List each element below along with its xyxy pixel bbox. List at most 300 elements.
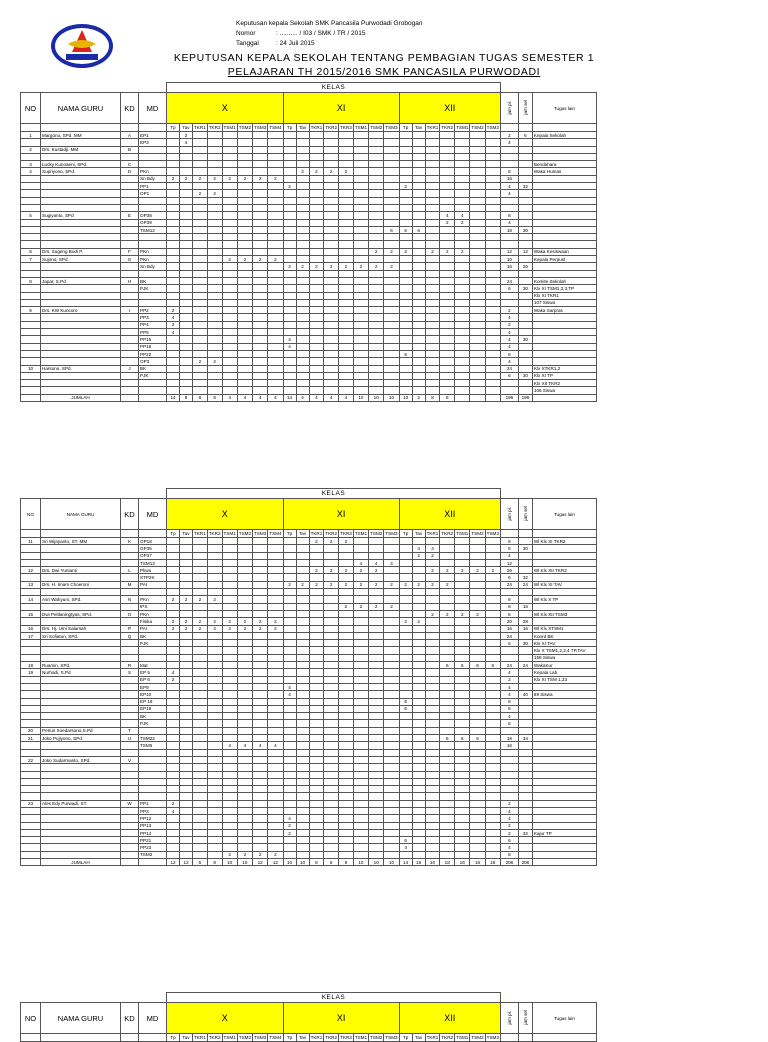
cell [268,676,283,683]
cell [222,387,237,394]
extra-duty: WakaKur [532,662,596,669]
cell [485,146,500,153]
teacher-name [41,574,121,581]
cell [455,204,470,211]
cell [268,800,283,807]
cell [485,263,500,270]
cell [324,720,339,727]
cell [425,241,440,248]
cell [425,132,440,139]
cell [237,756,252,763]
cell: 4 [500,691,518,698]
cell: 2 [283,183,296,190]
cell [485,807,500,814]
cell [222,183,237,190]
cell [167,786,180,793]
cell [485,720,500,727]
cell [207,691,222,698]
cell [180,654,193,661]
cell [455,350,470,357]
cell [222,727,237,734]
cell [222,720,237,727]
cell [296,380,309,387]
cell [237,343,252,350]
cell [399,647,412,654]
teacher-code: K [121,538,139,545]
subheader-blank [21,124,41,132]
cell [399,263,412,270]
cell [222,343,237,350]
cell [222,219,237,226]
cell [283,837,296,844]
cell: 2 [193,190,208,197]
cell [268,574,283,581]
cell [399,662,412,669]
cell [268,168,283,175]
subject-code [139,589,167,596]
cell [167,698,180,705]
cell [455,559,470,566]
cell [283,256,296,263]
cell [485,764,500,771]
cell [253,589,268,596]
cell [425,146,440,153]
cell [283,662,296,669]
cell [399,749,412,756]
cell [237,764,252,771]
subject-code [139,749,167,756]
row-number [21,336,41,343]
cell: 4 [222,742,237,749]
cell [369,749,384,756]
cell: 8 [500,610,518,617]
subject-code [139,299,167,306]
row-number [21,299,41,306]
cell [399,778,412,785]
subject-code: PP14 [139,829,167,836]
cell [167,197,180,204]
cell [207,559,222,566]
cell [399,380,412,387]
cell [324,727,339,734]
cell [324,336,339,343]
cell [518,350,532,357]
cell [283,596,296,603]
cell [207,168,222,175]
cell [440,161,455,168]
cell [222,559,237,566]
cell [167,277,180,284]
cell [167,713,180,720]
cell [412,662,425,669]
grade-xii-header: XII [399,1003,500,1034]
cell [518,380,532,387]
extra-duty: 107 Siswa [532,299,596,306]
teacher-name: Ales Edy Purwadi, ST. [41,800,121,807]
cell [283,365,296,372]
cell [412,698,425,705]
cell [384,285,399,292]
cell [309,350,324,357]
cell [485,175,500,182]
subject-code: PKn [139,168,167,175]
teacher-code [121,851,139,858]
cell [296,146,309,153]
cell [167,735,180,742]
cell [207,705,222,712]
cell [309,146,324,153]
total-cell [21,859,41,866]
cell [384,153,399,160]
cell [268,277,283,284]
cell [253,705,268,712]
cell [207,256,222,263]
cell [369,851,384,858]
cell [324,596,339,603]
cell [237,829,252,836]
total-cell [470,394,485,401]
cell [268,190,283,197]
cell [399,161,412,168]
cell [283,742,296,749]
cell [412,219,425,226]
cell [283,610,296,617]
cell [412,270,425,277]
cell [369,691,384,698]
row-number [21,270,41,277]
cell [500,749,518,756]
cell: 2 [253,851,268,858]
teacher-row [21,705,597,712]
cell [180,683,193,690]
cell [518,538,532,545]
total-cell: 196 [518,394,532,401]
cell [518,567,532,574]
teacher-code [121,226,139,233]
cell [268,735,283,742]
teacher-code [121,350,139,357]
cell [296,350,309,357]
cell [253,749,268,756]
cell [353,153,368,160]
subclass-label: Tav [180,124,193,132]
teacher-row [21,299,597,306]
cell [283,756,296,763]
row-number [21,647,41,654]
row-number [21,786,41,793]
teacher-name [41,589,121,596]
cell [485,749,500,756]
cell [425,603,440,610]
teacher-name: Drs. Dwi Yunianti [41,567,121,574]
cell [470,248,485,255]
cell [440,321,455,328]
subject-code: PKn [139,596,167,603]
cell [470,691,485,698]
teacher-name [41,321,121,328]
cell [455,800,470,807]
cell [296,647,309,654]
cell [324,771,339,778]
cell [455,705,470,712]
teacher-code [121,234,139,241]
cell: 2 [440,610,455,617]
row-number: 16 [21,625,41,632]
cell [470,742,485,749]
row-number [21,603,41,610]
cell [222,815,237,822]
cell [470,545,485,552]
cell [324,662,339,669]
subject-code [139,146,167,153]
cell [384,691,399,698]
cell [440,175,455,182]
total-cell: 16 [470,859,485,866]
kelas-row [21,83,597,93]
cell [470,800,485,807]
teacher-code: I [121,307,139,314]
total-cell: 10 [222,859,237,866]
cell [353,552,368,559]
subject-code: BK [139,632,167,639]
cell [237,837,252,844]
teacher-code: B [121,146,139,153]
cell [440,183,455,190]
subclass-label: TKR2 [208,125,221,130]
cell: 2 [324,168,339,175]
cell [339,241,354,248]
cell [324,292,339,299]
row-number [21,829,41,836]
cell [268,204,283,211]
teacher-row [21,596,597,603]
cell [283,749,296,756]
cell [167,256,180,263]
cell [369,299,384,306]
cell: 6 [399,705,412,712]
cell [167,574,180,581]
extra-duty: Klx XTKR1,2 [532,365,596,372]
cell [180,358,193,365]
cell: 2 [324,263,339,270]
cell [309,851,324,858]
subclass-label: TSM1 [223,125,236,130]
cell [237,669,252,676]
cell [324,197,339,204]
cell [518,212,532,219]
cell [222,698,237,705]
cell [440,285,455,292]
cell [470,822,485,829]
subject-code: PP3 [139,314,167,321]
cell [167,727,180,734]
cell [440,270,455,277]
cell [193,742,208,749]
teacher-row [21,175,597,182]
teacher-code [121,742,139,749]
teacher-name [41,343,121,350]
cell [518,204,532,211]
cell [193,786,208,793]
cell [369,822,384,829]
cell [253,343,268,350]
cell: 2 [253,256,268,263]
cell [222,321,237,328]
cell [485,299,500,306]
cell [268,321,283,328]
cell [485,168,500,175]
cell [268,350,283,357]
cell [353,321,368,328]
cell [339,618,354,625]
cell [412,559,425,566]
total-cell: 16 [412,859,425,866]
cell [237,786,252,793]
col-jam-pl: jam pl. [500,1003,518,1034]
cell [339,307,354,314]
cell [283,285,296,292]
cell [369,183,384,190]
total-cell: 8 [425,394,440,401]
cell: 16 [500,175,518,182]
col-nama-guru: NAMA GURU [41,93,121,124]
teacher-name [41,815,121,822]
subject-code: OP39 [139,219,167,226]
cell [470,632,485,639]
cell [253,314,268,321]
cell [193,574,208,581]
cell [369,292,384,299]
cell [440,727,455,734]
cell [283,277,296,284]
cell [237,139,252,146]
row-number [21,654,41,661]
cell [339,647,354,654]
cell [369,778,384,785]
cell [180,314,193,321]
cell [339,183,354,190]
cell [268,292,283,299]
cell [180,256,193,263]
cell [399,756,412,763]
cell [167,567,180,574]
cell [296,559,309,566]
cell [369,175,384,182]
cell [412,132,425,139]
cell [384,698,399,705]
cell [412,771,425,778]
cell: 4 [500,219,518,226]
cell [485,837,500,844]
total-label: JUMLAH [41,394,121,401]
cell [470,285,485,292]
cell [207,567,222,574]
cell [324,314,339,321]
cell [369,669,384,676]
cell [253,559,268,566]
cell [399,212,412,219]
subclass-label: TKR1 [194,1035,206,1040]
cell [518,705,532,712]
cell [455,837,470,844]
cell [500,756,518,763]
cell [222,358,237,365]
cell [296,851,309,858]
cell [296,545,309,552]
cell [222,168,237,175]
teacher-code [121,299,139,306]
cell [353,343,368,350]
cell [296,603,309,610]
cell [470,793,485,800]
cell [455,727,470,734]
cell [518,851,532,858]
cell [309,610,324,617]
cell [369,596,384,603]
cell [470,654,485,661]
cell [399,654,412,661]
cell [207,662,222,669]
cell [309,625,324,632]
total-cell: 16 [485,859,500,866]
cell [268,139,283,146]
cell [470,603,485,610]
cell: 2 [369,581,384,588]
cell [180,786,193,793]
subclass-header-row [21,530,597,538]
cell [425,559,440,566]
cell [237,727,252,734]
cell [425,764,440,771]
cell [455,329,470,336]
cell [268,358,283,365]
cell [369,285,384,292]
cell [339,691,354,698]
cell [518,299,532,306]
extra-duty: Wl Klx XII TKR2 [532,567,596,574]
subject-code: TSM13 [139,559,167,566]
teacher-code: R [121,662,139,669]
subject-code: EP10 [139,691,167,698]
cell: 2 [283,822,296,829]
cell [207,822,222,829]
cell [283,387,296,394]
subject-code [139,727,167,734]
cell: 2 [237,851,252,858]
cell [193,197,208,204]
cell [296,705,309,712]
teacher-row [21,343,597,350]
cell [207,837,222,844]
cell [324,277,339,284]
cell [470,829,485,836]
total-cell: 4 [296,394,309,401]
cell [207,234,222,241]
cell [222,234,237,241]
cell [369,807,384,814]
cell [193,329,208,336]
extra-duty [532,350,596,357]
cell [412,387,425,394]
total-cell: 12 [268,859,283,866]
cell [296,365,309,372]
cell [222,749,237,756]
cell [324,735,339,742]
subject-code: PP18 [139,343,167,350]
grade-xi-header: XI [283,1003,399,1034]
cell [470,299,485,306]
subclass-label: TSM2 [238,125,252,130]
